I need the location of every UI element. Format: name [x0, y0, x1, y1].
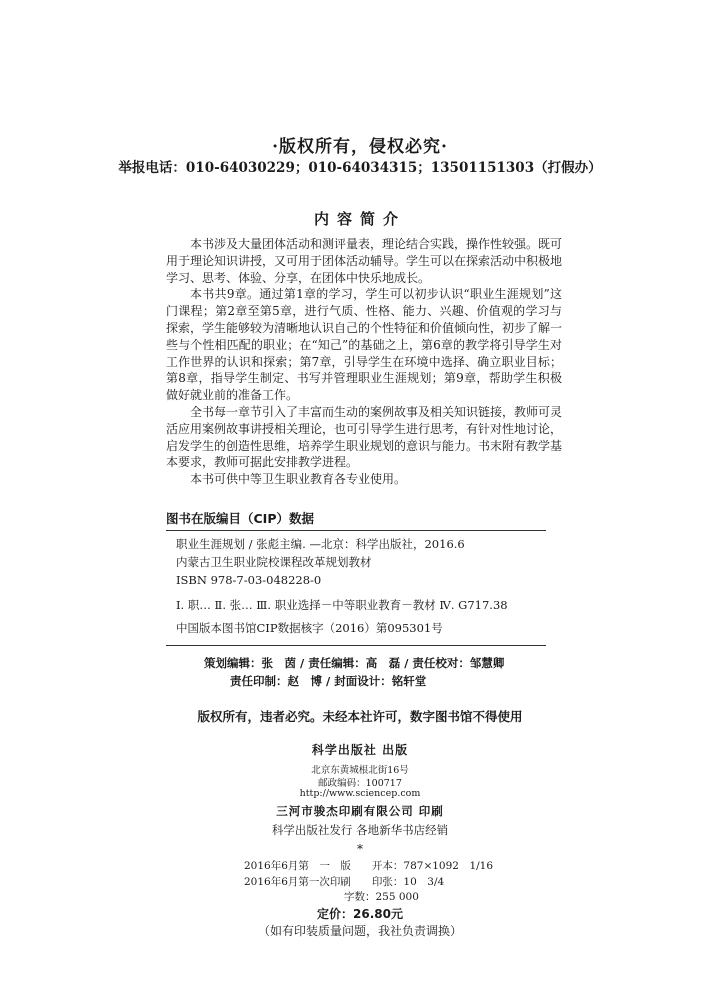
intro-paragraph: 本书可供中等卫生职业教育各专业使用。 — [190, 472, 407, 487]
edition-spec: 2016年6月第 一 版 开本：787×1092 1/16 — [244, 860, 494, 872]
cip-line: 中国版本图书馆CIP数据核字（2016）第095301号 — [176, 621, 443, 635]
copyright-title: ·版权所有，侵权必究· — [272, 137, 448, 157]
publisher-postcode: 邮政编码：100717 — [318, 778, 402, 789]
intro-heading: 内容简介 — [313, 210, 406, 228]
printer-line: 三河市骏杰印刷有限公司 印刷 — [276, 804, 444, 818]
publisher-address: 北京东黄城根北街16号 — [311, 765, 409, 776]
printing-spec: 2016年6月第一次印刷 印张：10 3/4 — [244, 876, 445, 888]
staff-credits: 责任印制：赵 博 / 封面设计：铭轩堂 — [230, 674, 427, 688]
intro-body — [166, 236, 562, 488]
intro-paragraph: 本书共9章。通过第1章的学习，学生可以初步认识“职业生涯规划”这门课程；第2章至第5章，进行气质、性格、能力、兴趣、价值观的学习与探索，学生能够较为清晰地认识自己的个性特征和价值倾向性，初步了解一些与个性相匹配的职业；在“知己”的基础之上，第6章的教学将引导学生对工作世界的认识和探索；第7章，引导学生在环境中选择、确立职业目标；第8章，指导学生制定、书写并管理职业生涯规划；第9章，帮助学生积极做好就业前的准备工作。 — [166, 287, 563, 403]
cip-isbn: ISBN 978-7-03-048228-0 — [176, 573, 322, 587]
publisher-line: 科学出版社 出版 — [311, 743, 409, 757]
staff-credits: 策划编辑：张 茵 / 责任编辑：高 磊 / 责任校对：邹慧卿 — [204, 656, 505, 670]
cip-title: 图书在版编目（CIP）数据 — [166, 511, 314, 526]
separator-star: * — [357, 842, 363, 856]
distributor-line: 科学出版社发行 各地新华书店经销 — [271, 823, 449, 837]
cip-classification: Ⅰ. 职… Ⅱ. 张… Ⅲ. 职业选择－中等职业教育－教材 Ⅳ. G717.38 — [176, 598, 508, 612]
publisher-website: http://www.sciencep.com — [299, 788, 421, 799]
cip-divider-top — [166, 530, 546, 531]
quality-note: （如有印装质量问题，我社负责调换） — [257, 924, 462, 938]
price-line: 定价：26.80元 — [317, 907, 403, 921]
rights-line: 版权所有，违者必究。未经本社许可，数字图书馆不得使用 — [197, 709, 523, 724]
intro-paragraph: 全书每一章节引入了丰富而生动的案例故事及相关知识链接，教师可灵活应用案例故事讲授相关理论，也可引导学生进行思考，有针对性地讨论，启发学生的创造性思维，培养学生职业规划的意识与能力。书末附有教学基本要求，教师可据此安排教学进程。 — [166, 404, 563, 470]
cip-line: 内蒙古卫生职业院校课程改革规划教材 — [176, 555, 372, 569]
report-phone-line: 举报电话：010-64030229；010-64034315；13501151303（打假办） — [118, 160, 602, 176]
word-count: 字数：255 000 — [344, 891, 419, 903]
cip-line: 职业生涯规划 / 张彪主编. —北京：科学出版社，2016.6 — [176, 537, 465, 551]
cip-divider-bottom — [166, 645, 546, 646]
intro-paragraph: 本书涉及大量团体活动和测评量表，理论结合实践，操作性较强。既可用于理论知识讲授，又可用于团体活动辅导。学生可以在探索活动中积极地学习、思考、体验、分享，在团体中快乐地成长。 — [166, 237, 563, 285]
